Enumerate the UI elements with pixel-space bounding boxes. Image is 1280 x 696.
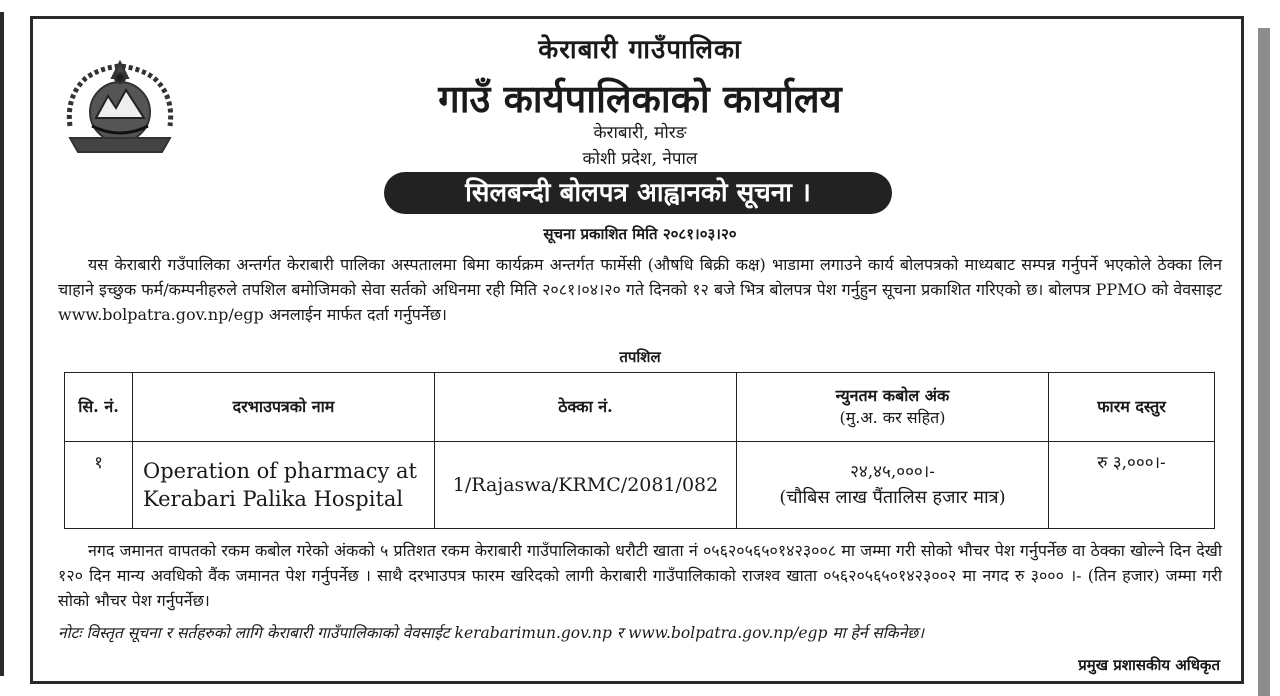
- office-location: केराबारी, मोरङ: [593, 123, 687, 143]
- min-bid-amount: २४,४५,०००।-: [850, 462, 935, 482]
- col-header-sn: सि. नं.: [65, 373, 133, 442]
- notice-banner: सिलबन्दी बोलपत्र आह्वानको सूचना ।: [384, 172, 892, 214]
- cell-sn: १: [65, 442, 133, 529]
- signatory-title: प्रमुख प्रशासकीय अधिकृत: [1078, 656, 1220, 674]
- notice-paragraph-deposit: नगद जमानत वापतको रकम कबोल गरेको अंकको ५ प्रतिशत रकम केराबारी गाउँपालिकाको धरौटी खाता नं ०५६२०५६५०१४२३००८ मा जम्मा गरी सोको भौचर पेश गर्नुपर्नेछ वा ठेक्का खोल्ने दिन देखी १२० दिन मान्य अवधिको वैंक जमानत पेश गर्नुपर्नेछ । साथै दरभाउपत्र फारम खरिदको लागी केराबारी गाउँपालिकाको राजश्व खाता ०५६२०५६५०१४२३००२ मा नगद रु ३००० ।- (तिन हजार) जम्मा गरी सोको भौचर पेश गर्नुपर्नेछ।: [58, 541, 1222, 610]
- municipality-name: केराबारी गाउँपालिका: [538, 35, 742, 65]
- col-header-contract-no: ठेक्का नं.: [435, 373, 737, 442]
- notice-paragraph-main: यस केराबारी गउँपालिका अन्तर्गत केराबारी पालिका अस्पतालमा बिमा कार्यक्रम अन्तर्गत फार्मेसी (औषधि बिक्री कक्ष) भाडामा लगाउने कार्य बोलपत्रको माध्यबाट सम्पन्न गर्नुपर्ने भएकोले ठेक्का लिन चाहाने इच्छुक फर्म/कम्पनीहरुले तपशिल बमोजिमको सेवा सर्तको अधिनमा रही मिति २०८१।०४।२० गते दिनको १२ बजे भित्र बोलपत्र पेश गर्नुहुन सूचना प्रकाशित गरिएको छ। बोलपत्र PPMO को वेवसाइट www.bolpatra.gov.np/egp अनलाईन मार्फत दर्ता गर्नुपर्नेछ।: [58, 255, 1222, 324]
- cell-min-bid: [737, 442, 1049, 529]
- col-header-fee: फारम दस्तुर: [1049, 373, 1215, 442]
- details-heading: तपशिल: [619, 348, 661, 366]
- min-bid-sublabel: (मु.अ. कर सहित): [839, 408, 946, 427]
- min-bid-words: (चौबिस लाख पैंतालिस हजार मात्र): [779, 487, 1006, 508]
- cell-fee: रु ३,०००।-: [1049, 442, 1215, 529]
- table-header-row: [65, 373, 1215, 442]
- office-title: गाउँ कार्यपालिकाको कार्यालय: [438, 76, 842, 121]
- cell-contract-no: 1/Rajaswa/KRMC/2081/082: [435, 442, 737, 529]
- table-row: [65, 442, 1215, 529]
- publish-date: सूचना प्रकाशित मिति २०८१।०३।२०: [543, 225, 737, 243]
- notice-note: नोटः विस्तृत सूचना र सर्तहरुको लागि केराबारी गाउँपालिकाको वेवसाईट kerabarimun.gov.np र www.bolpatra.gov.np/egp मा हेर्न सकिनेछ।: [58, 624, 925, 642]
- cell-name: Operation of pharmacy at Kerabari Palika Hospital: [133, 442, 435, 529]
- col-header-name: दरभाउपत्रको नाम: [133, 373, 435, 442]
- col-header-min-bid: [737, 373, 1049, 442]
- office-province: कोशी प्रदेश, नेपाल: [582, 149, 698, 169]
- tender-table: [64, 372, 1215, 529]
- min-bid-label: न्युनतम कबोल अंक: [835, 386, 950, 405]
